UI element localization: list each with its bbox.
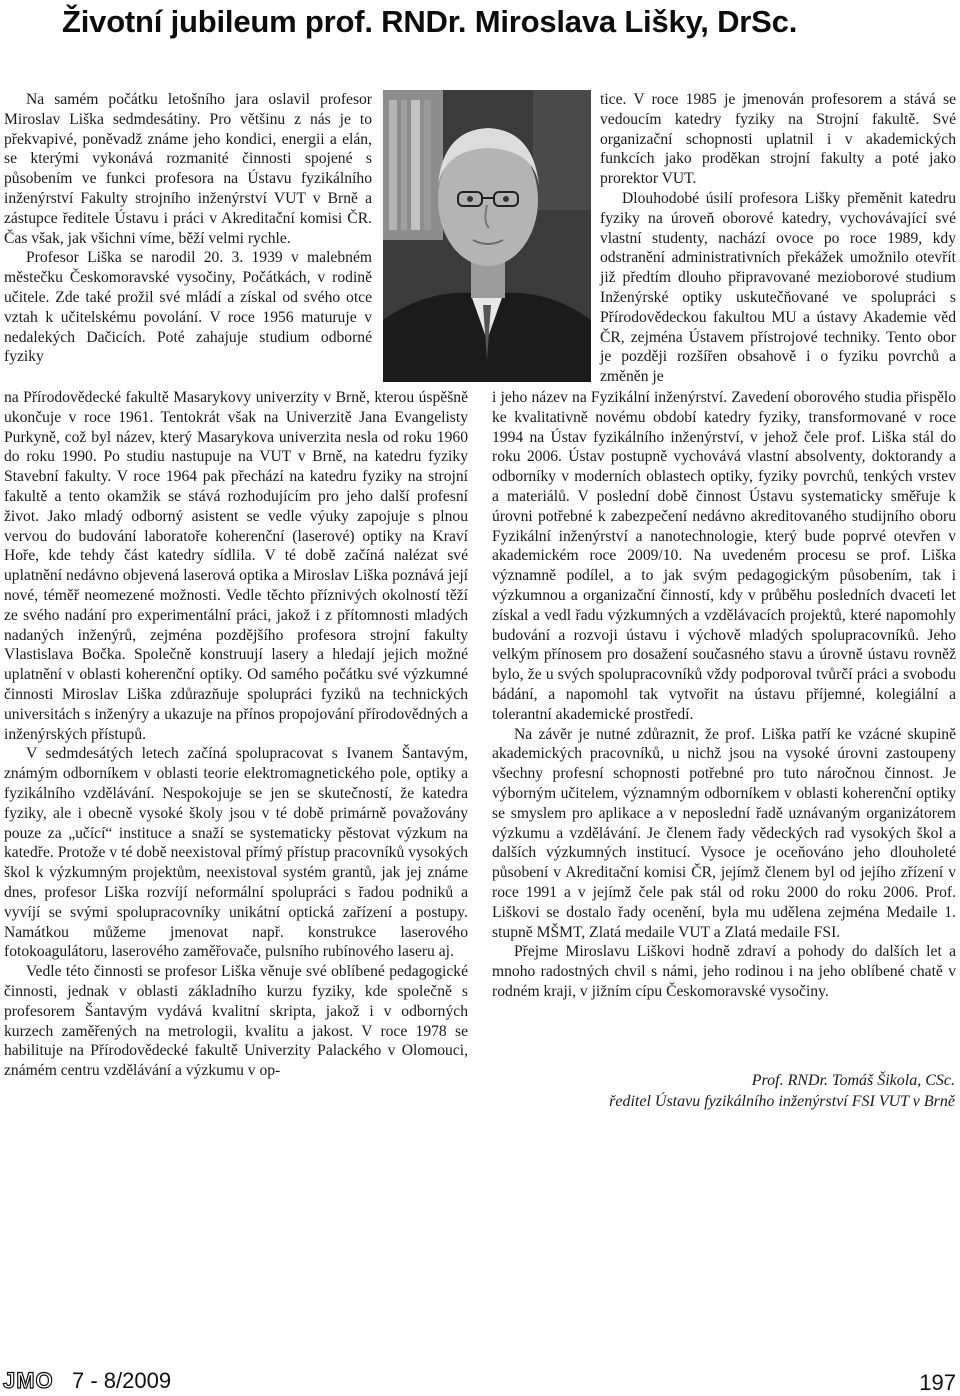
- paragraph: Vedle této činnosti se profesor Liška věnuje své oblíbené pedagogické činnosti, jednak v oblasti základního kurzu fyziky, kde společně s profesorem Šantavým vydává kvalitní skripta, jakož i v odborných kurzech zaměřených na metrologii, kvalitu a jakost. V roce 1978 se habilituje na Přírodovědecké fakultě Univerzity Palackého v Olomouci, známém centru vzdělávání a výzkumu v op-: [4, 963, 468, 1080]
- paragraph: Dlouhodobé úsilí profesora Lišky přeměnit katedru fyziky na úroveň oborové katedry, vychovávající své vlastní studenty, nachází ovoce po roce 1989, kdy odstranění administrativních překážek umožnilo otevřít již předtím dlouho připravované mezioborové studium Inženýrské optiky uskutečňované ve spolupráci s Přírodovědeckou fakultou MU a ústavy Akademie věd ČR, zejména Ústavem přístrojové techniky. Tento obor je později rozšířen obsahově i o fyziku povrchů a změněn je: [600, 189, 956, 386]
- right-column-top: [600, 90, 956, 387]
- portrait-illustration: [383, 90, 591, 382]
- left-column-top: [4, 90, 372, 367]
- journal-logo: JMO: [3, 1368, 54, 1393]
- article-title: Životní jubileum prof. RNDr. Miroslava Lišky, DrSc.: [62, 4, 798, 39]
- paragraph: tice. V roce 1985 je jmenován profesorem a stává se vedoucím katedry fyziky na Strojní fakultě. Své organizační schopnosti uplatnil i v akademických funkcích jako proděkan strojní fakulty a poté jako prorektor VUT.: [600, 91, 956, 188]
- paragraph: i jeho název na Fyzikální inženýrství. Zavedení oborového studia přispělo ke kvalitativně novému období katedry fyziky, transformované v roce 1994 na Ústav fyzikálního inženýrství, v jehož čele prof. Liška stál do roku 2006. Ústav postupně vychovává vlastní absolventy, doktorandy a odborníky v moderních oblastech optiky, fyziky povrchů, tenkých vrstev a materiálů. V poslední době činnost Ústavu systematicky směřuje k úrovni potřebné k zabezpečení nedávno akreditovaného studijního oboru Fyzikální inženýrství a nanotechnologie, který bude poprvé otevřen v akademickém roce 2009/10. Na uvedeném procesu se prof. Liška významně podílel, a to jak svým pedagogickým působením, tak i výzkumnou a organizační činností, kdy v průběhu posledních dvaceti let získal a vedl řadu výzkumných a vzdělávacích projektů, které napomohly budování a rozvoji ústavu i výchově mladých spolupracovníků. Jeho velkým přínosem pro dosažení současného stavu a úrovně ústavu rovněž bylo, že u svých spolupracovníků vždy podporoval tvůrčí práci a svobodu bádání, a napomohl tak vytvořit na ústavu příjemné, kolegiální a tolerantní akademické prostředí.: [492, 389, 956, 723]
- portrait-photo: [383, 90, 591, 382]
- author-signature: [609, 1070, 955, 1112]
- author-name: Prof. RNDr. Tomáš Šikola, CSc.: [751, 1072, 955, 1089]
- right-column: [492, 388, 956, 1002]
- paragraph: Na závěr je nutné zdůraznit, že prof. Liška patří ke vzácné skupině akademických pracovníků, u nichž jsou na vysoké úrovni zastoupeny všechny profesní schopnosti potřebné pro tuto náročnou činnost. Je výborným učitelem, významným odborníkem v oblasti koherenční optiky se smyslem pro aplikace a v neposlední řadě uznávaným organizátorem výzkumu a vzdělávání. Je členem řady vědeckých rad vysokých škol a dalších výzkumných institucí. Vysoce je oceňováno jeho dlouholeté působení v Akreditační komisi ČR, jejímž členem byl od jejího zřízení v roce 1991 a v jejímž čele pak stál od roku 2000 do roku 2006. Prof. Liškovi se dostalo řady ocenění, byla mu udělena zejména Medaile 1. stupně MŠMT, Zlatá medaile VUT a Zlatá medaile FSI.: [492, 725, 956, 941]
- paragraph: Na samém počátku letošního jara oslavil profesor Miroslav Liška sedmdesátiny. Pro většinu z nás je to překvapivé, poněvadž známe jeho kondici, energii a elán, se kterými vykonává rozmanité činnosti spojené s působením ve funkci profesora na Ústavu fyzikálního inženýrství Fakulty strojního inženýrství VUT v Brně a zástupce ředitele Ústavu i práci v Akreditační komisi ČR. Čas však, jak všichni víme, běží velmi rychle.: [4, 91, 372, 247]
- paragraph: Profesor Liška se narodil 20. 3. 1939 v malebném městečku Českomoravské vysočiny, Počátkách, v rodině učitele. Zde také prožil své mládí a získal od svého otce vztah k učitelskému povolání. V roce 1956 maturuje v nedalekých Dačicích. Poté zahajuje studium odborné fyziky: [4, 249, 372, 366]
- author-role: ředitel Ústavu fyzikálního inženýrství FSI VUT v Brně: [609, 1093, 955, 1110]
- page-number: 197: [919, 1370, 956, 1395]
- issue-number: 7 - 8/2009: [72, 1368, 172, 1393]
- paragraph: Přejme Miroslavu Liškovi hodně zdraví a pohody do dalších let a mnoho radostných chvil s námi, jeho rodinou i na jeho oblíbené chatě v rodném kraji, v jižním cípu Českomoravské vysočiny.: [492, 943, 956, 1000]
- left-column: [4, 388, 468, 1081]
- paragraph: na Přírodovědecké fakultě Masarykovy univerzity v Brně, kterou úspěšně ukončuje v roce 1961. Tentokrát však na Univerzitě Jana Evangelisty Purkyně, což byl název, který Masarykova univerzita nesla od roku 1960 do roku 1990. Po studiu nastupuje na VUT v Brně, na katedru fyziky Stavební fakulty. V roce 1964 pak přechází na katedru fyziky na strojní fakultě a tento okamžik se stává rozhodujícím pro jeho další profesní život. Jako mladý odborný asistent se vedle výuky zapojuje s plnou vervou do budování laboratoře koherenční (laserové) optiky na Kraví Hoře, kde tehdy část katedry sídlila. V té době začíná nalézat své uplatnění nedávno objevená laserová optika a Miroslav Liška poznává její nové, téměř neomezené možnosti. Vedle těchto příznivých okolností těží ze svého nadání pro experimentální práci, jakož i z přítomnosti mladých nadaných inženýrů, zejména pozdějšího profesora strojní fakulty Vlastislava Bočka. Společně konstruují lasery a hledají jejich možné uplatnění v oblasti koherenční optiky. Od samého počátku své výzkumné činnosti Miroslav Liška zdůrazňuje spolupráci fyziků na technických universitách s inženýry a ukazuje na přínos propojování přírodovědných a inženýrských přístupů.: [4, 389, 468, 743]
- paragraph: V sedmdesátých letech začíná spolupracovat s Ivanem Šantavým, známým odborníkem v oblasti teorie elektromagnetického pole, optiky a fyzikálního vzdělávání. Nespokojuje se jen se skutečností, že katedra fyziky, ale i obecně vysoké školy jsou v té době primárně považovány pouze za „učící“ instituce a snaží se systematicky pěstovat výzkum na katedře. Protože v té době neexistoval přímý přístup pracovníků vysokých škol k výzkumným projektům, neexistoval systém grantů, jak jej známe dnes, profesor Liška rozvíjí neformální spolupráci s řadou podniků a vyvíjí se svými spolupracovníky unikátní optická zařízení a postupy. Namátkou můžeme jmenovat např. konstrukce laserového fotokoagulátoru, laserového zaměřovače, pulsního rubínového laseru aj.: [4, 745, 468, 961]
